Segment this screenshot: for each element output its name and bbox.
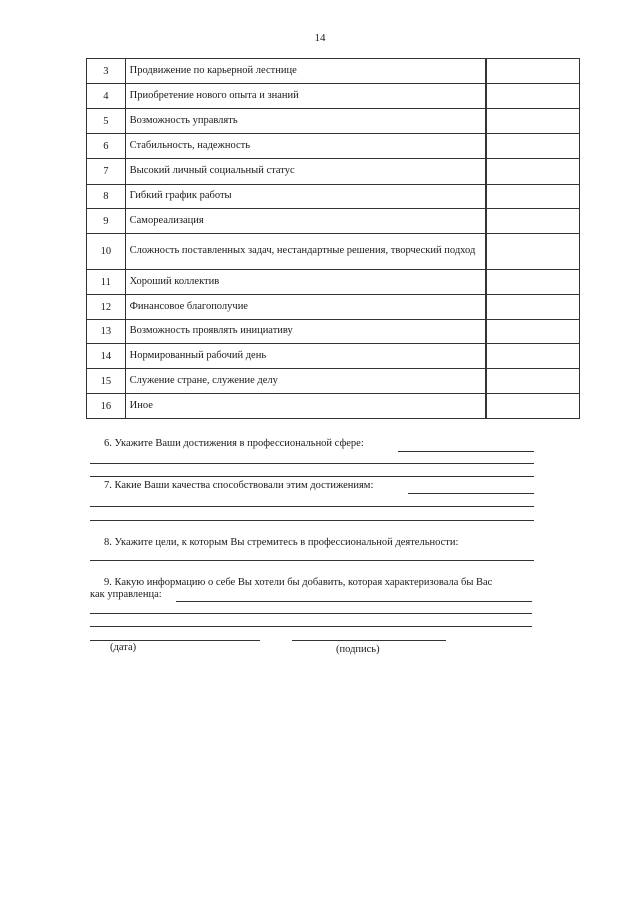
- value-cell[interactable]: [486, 185, 579, 209]
- table-row: [87, 134, 580, 159]
- row-number: 3: [87, 59, 126, 84]
- page-number: 14: [314, 32, 326, 44]
- date-line[interactable]: [90, 640, 260, 641]
- answer-line[interactable]: [90, 560, 534, 561]
- row-number: 16: [87, 394, 126, 419]
- table-row: [87, 84, 580, 109]
- answer-line[interactable]: [90, 626, 532, 627]
- date-label: (дата): [110, 642, 137, 653]
- row-number: 11: [87, 270, 126, 295]
- table-row: [87, 185, 580, 209]
- row-number: 10: [87, 234, 126, 270]
- value-cell[interactable]: [486, 134, 579, 159]
- value-cell[interactable]: [486, 295, 579, 320]
- row-text: Высокий личный социальный статус: [125, 159, 485, 185]
- table-row: [87, 320, 580, 344]
- question-7: 7. Какие Ваши качества способствовали этим достижениям:: [104, 480, 374, 491]
- question-9-line-1: 9. Какую информацию о себе Вы хотели бы добавить, которая характеризовала бы Вас: [104, 577, 493, 588]
- value-cell[interactable]: [486, 234, 579, 270]
- table-row: [87, 270, 580, 295]
- row-number: 7: [87, 159, 126, 185]
- motivation-table: [86, 58, 580, 419]
- table-row: [87, 344, 580, 369]
- value-cell[interactable]: [486, 394, 579, 419]
- row-number: 8: [87, 185, 126, 209]
- row-text: Самореализация: [125, 209, 485, 234]
- row-number: 6: [87, 134, 126, 159]
- signature-line[interactable]: [292, 640, 446, 641]
- table-row: [87, 209, 580, 234]
- question-9-line-2: как управленца:: [90, 589, 162, 600]
- value-cell[interactable]: [486, 344, 579, 369]
- table-row: [87, 295, 580, 320]
- row-number: 5: [87, 109, 126, 134]
- row-text: Гибкий график работы: [125, 185, 485, 209]
- row-text: Служение стране, служение делу: [125, 369, 485, 394]
- row-number: 14: [87, 344, 126, 369]
- table-row: [87, 59, 580, 84]
- row-number: 12: [87, 295, 126, 320]
- table-row: [87, 394, 580, 419]
- answer-line[interactable]: [90, 506, 534, 507]
- row-text: Возможность проявлять инициативу: [125, 320, 485, 344]
- value-cell[interactable]: [486, 84, 579, 109]
- row-number: 13: [87, 320, 126, 344]
- answer-line[interactable]: [90, 476, 534, 477]
- question-6: 6. Укажите Ваши достижения в профессиональной сфере:: [104, 438, 364, 449]
- row-number: 4: [87, 84, 126, 109]
- value-cell[interactable]: [486, 209, 579, 234]
- value-cell[interactable]: [486, 270, 579, 295]
- row-text: Финансовое благополучие: [125, 295, 485, 320]
- row-text: Стабильность, надежность: [125, 134, 485, 159]
- answer-line[interactable]: [176, 601, 532, 602]
- table-row: [87, 369, 580, 394]
- answer-line[interactable]: [90, 463, 534, 464]
- value-cell[interactable]: [486, 109, 579, 134]
- answer-line[interactable]: [398, 451, 534, 452]
- answer-line[interactable]: [90, 613, 532, 614]
- table-row: [87, 109, 580, 134]
- row-text: Иное: [125, 394, 485, 419]
- answer-line[interactable]: [408, 493, 534, 494]
- row-text: Продвижение по карьерной лестнице: [125, 59, 485, 84]
- row-text: Сложность поставленных задач, нестандартные решения, творческий подход: [125, 234, 485, 270]
- answer-line[interactable]: [90, 520, 534, 521]
- value-cell[interactable]: [486, 320, 579, 344]
- value-cell[interactable]: [486, 59, 579, 84]
- question-8: 8. Укажите цели, к которым Вы стремитесь в профессиональной деятельности:: [104, 537, 459, 548]
- row-text: Хороший коллектив: [125, 270, 485, 295]
- row-text: Приобретение нового опыта и знаний: [125, 84, 485, 109]
- signature-label: (подпись): [336, 644, 380, 655]
- table-row: [87, 159, 580, 185]
- row-number: 9: [87, 209, 126, 234]
- table-row: [87, 234, 580, 270]
- value-cell[interactable]: [486, 369, 579, 394]
- value-cell[interactable]: [486, 159, 579, 185]
- row-text: Нормированный рабочий день: [125, 344, 485, 369]
- row-text: Возможность управлять: [125, 109, 485, 134]
- row-number: 15: [87, 369, 126, 394]
